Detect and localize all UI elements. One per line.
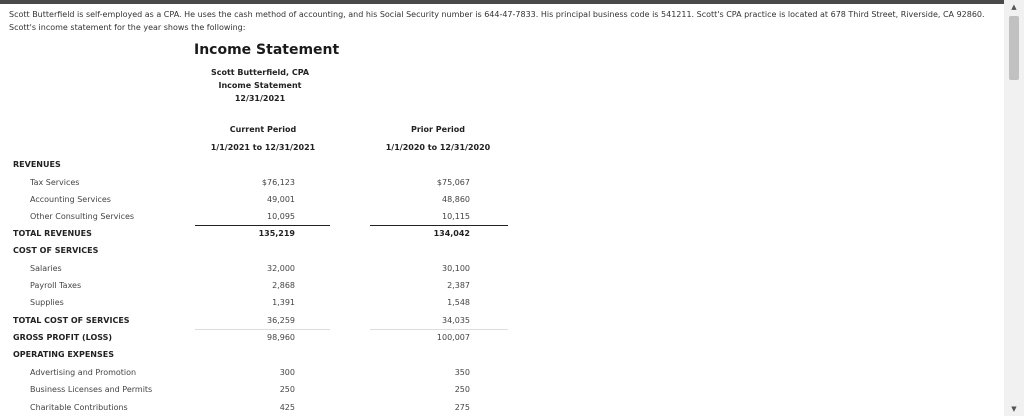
scroll-down-arrow-icon[interactable]: ▼ [1011, 405, 1017, 413]
total-cost-current: 36,259 [267, 316, 295, 325]
line-item-label: Payroll Taxes [30, 281, 82, 290]
line-item-label: Tax Services [30, 178, 80, 187]
current-value: 425 [279, 403, 295, 412]
opex-section-label: OPERATING EXPENSES [13, 350, 114, 359]
current-value: 32,000 [267, 264, 295, 273]
current-value: 250 [279, 385, 295, 394]
current-total-rule [195, 225, 330, 226]
current-value: $76,123 [261, 178, 295, 187]
scroll-up-arrow-icon[interactable]: ▲ [1011, 3, 1017, 11]
total-cost-prior: 34,035 [442, 316, 470, 325]
line-item-label: Salaries [30, 264, 62, 273]
prior-value: 350 [454, 368, 470, 377]
line-item-label: Business Licenses and Permits [30, 385, 153, 394]
prior-period-range: 1/1/2020 to 12/31/2020 [385, 143, 491, 152]
prior-total-rule [370, 225, 508, 226]
prior-value: $75,067 [436, 178, 470, 187]
prior-value: 250 [454, 385, 470, 394]
company-name: Scott Butterfield, CPA [210, 68, 310, 77]
total-revenues-current: 135,219 [258, 229, 295, 238]
cost-section-label: COST OF SERVICES [13, 246, 99, 255]
statement-title: Income Statement [218, 81, 302, 90]
current-value: 49,001 [267, 195, 295, 204]
gross-profit-label: GROSS PROFIT (LOSS) [13, 333, 113, 342]
vertical-scrollbar[interactable] [1004, 0, 1024, 416]
line-item-label: Accounting Services [30, 195, 111, 204]
line-item-label: Charitable Contributions [30, 403, 128, 412]
revenues-section-label: REVENUES [13, 160, 61, 169]
current-value: 2,868 [272, 281, 295, 290]
current-period-range: 1/1/2021 to 12/31/2021 [210, 143, 316, 152]
total-cost-label: TOTAL COST OF SERVICES [13, 316, 130, 325]
statement-date: 12/31/2021 [234, 94, 286, 103]
top-border [0, 0, 1004, 4]
total-revenues-label: TOTAL REVENUES [13, 229, 92, 238]
prior-value: 275 [454, 403, 470, 412]
current-gross-rule [195, 329, 330, 330]
prior-value: 30,100 [442, 264, 470, 273]
gross-profit-current: 98,960 [267, 333, 295, 342]
prior-period-header: Prior Period [411, 125, 465, 134]
income-statement [0, 38, 1004, 416]
prior-value: 10,115 [442, 212, 470, 221]
line-item-label: Other Consulting Services [30, 212, 135, 221]
gross-profit-prior: 100,007 [436, 333, 470, 342]
prior-value: 48,860 [442, 195, 470, 204]
prior-value: 2,387 [447, 281, 470, 290]
current-value: 300 [279, 368, 295, 377]
current-value: 1,391 [272, 298, 295, 307]
current-value: 10,095 [267, 212, 295, 221]
problem-description: Scott Butterfield is self-employed as a CPA. He uses the cash method of accounting, and his Social Security number is 644-47-7833. His principal business code is 541211. Scott's CPA practice is located at 678 Third Street, Riverside, CA 92860. Scott's income statement for the year shows the following: [9, 10, 985, 32]
line-item-label: Advertising and Promotion [30, 368, 137, 377]
current-period-header: Current Period [229, 125, 297, 134]
scrollbar-thumb[interactable] [1009, 16, 1019, 80]
line-item-label: Supplies [30, 298, 64, 307]
prior-value: 1,548 [447, 298, 470, 307]
prior-gross-rule [370, 329, 508, 330]
total-revenues-prior: 134,042 [433, 229, 470, 238]
statement-heading: Income Statement [194, 42, 340, 58]
